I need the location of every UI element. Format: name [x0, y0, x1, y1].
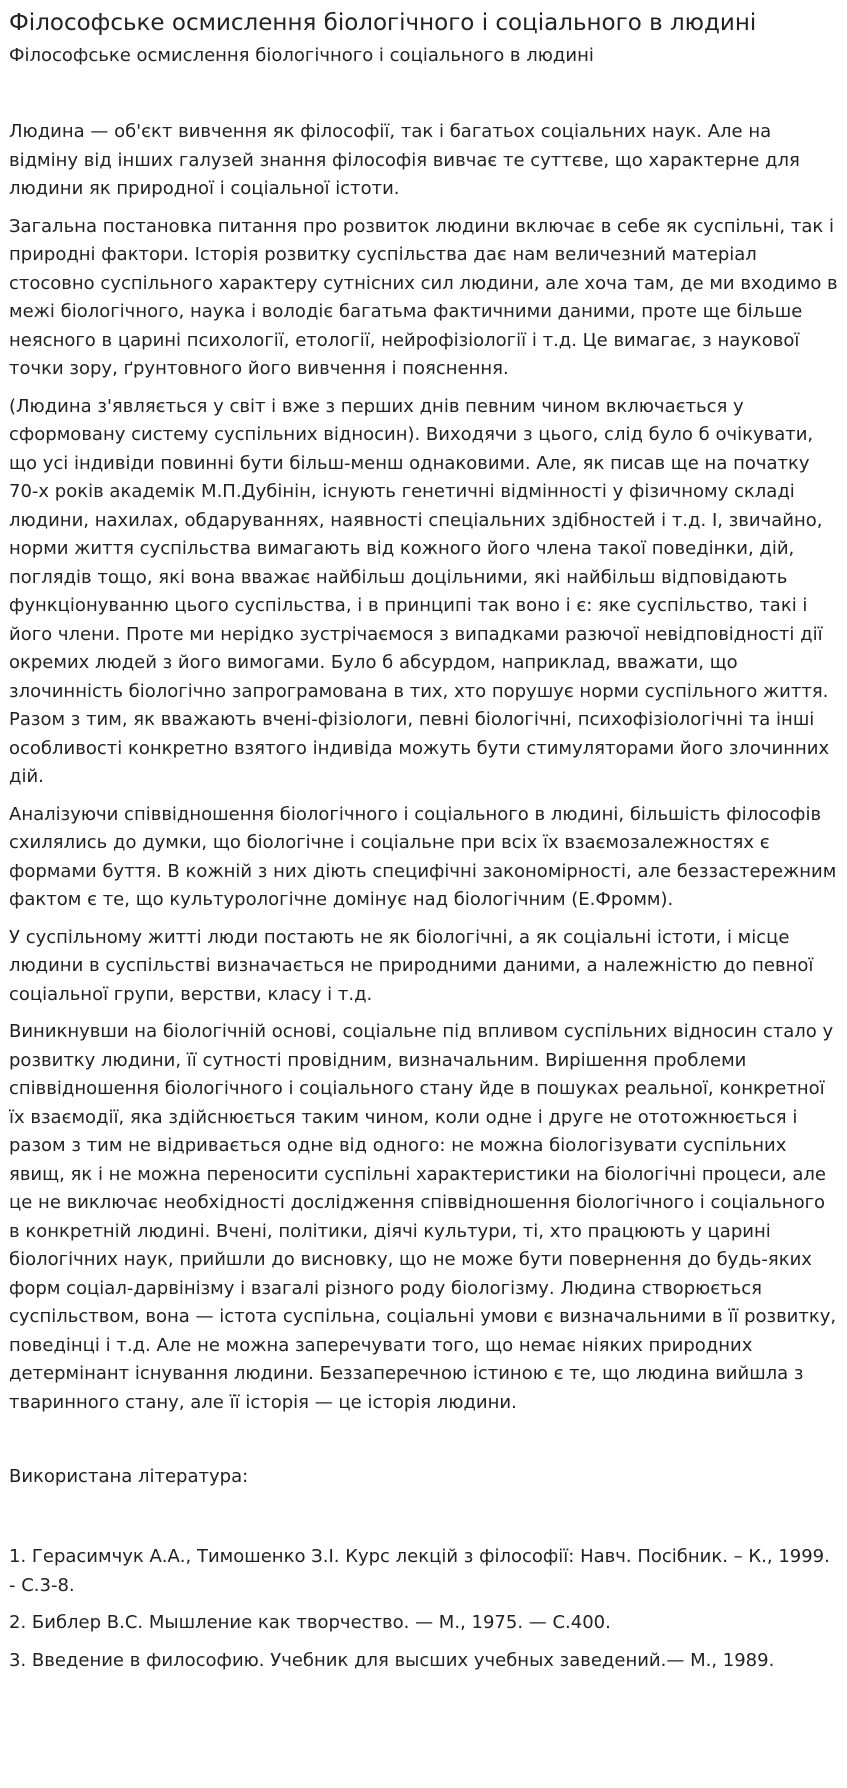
reference-item: 1. Герасимчук А.А., Тимошенко З.І. Курс лекцій з філософії: Навч. Посібник. – К., 1999. - С.3-8.	[9, 1546, 830, 1596]
paragraph: (Людина з'являється у світ і вже з перших днів певним чином включається у сформовану систему суспільних відносин). Виходячи з цього, слід було б очікувати, що усі індивіди повинні бути більш-менш однаковими. Але, як писав ще на початку 70-х років академік М.П.Дубінін, існують генетичні відмінності у фізичному складі людини, нахилах, обдаруваннях, наявності спеціальних здібностей і т.д. І, звичайно, норми життя суспільства вимагають від кожного його члена такої поведінки, дій, поглядів тощо, які вона вважає найбільш доцільними, які найбільш відповідають функціонуванню цього суспільства, і в принципі так воно і є: яке суспільство, такі і його члени. Проте ми нерідко зустрічаємося з випадками разючої невідповідності дії окремих людей з його вимогами. Було б абсурдом, наприклад, вважати, що злочинність біологічно запрограмована в тих, хто порушує норми суспільного життя. Разом з тим, як вважають вчені-фізіологи, певні біологічні, психофізіологічні та інші особливості конкретно взятого індивіда можуть бути стимуляторами його злочинних дій.	[9, 395, 830, 787]
references-list	[9, 1543, 838, 1675]
references-heading: Використана література:	[9, 1466, 249, 1487]
paragraph: Людина — об'єкт вивчення як філософії, так і багатьох соціальних наук. Але на відміну від інших галузей знання філософія вивчає те суттєве, що характерне для людини як природної і соціальної істоти.	[9, 121, 800, 199]
reference-item: 2. Библер В.С. Мышление как творчество. — М., 1975. — С.400.	[9, 1612, 611, 1633]
paragraph: Аналізуючи співвідношення біологічного і соціального в людині, більшість філософів схилялись до думки, що біологічне і соціальне при всіх їх взаємозалежностях є формами буття. В кожній з них діють специфічні закономірності, але беззастережним фактом є те, що культурологічне домінує над біологічним (Е.Фромм).	[9, 803, 837, 910]
document-subtitle: Філософське осмислення біологічного і соціального в людині	[9, 45, 594, 66]
document-title: Філософське осмислення біологічного і соціального в людині	[9, 10, 757, 36]
paragraph: Виникнувши на біологічній основі, соціальне під впливом суспільних відносин стало у розвитку людини, її сутності провідним, визначальним. Вирішення проблеми співвідношення біологічного і соціального стану йде в пошуках реальної, конкретної їх взаємодії, яка здійснюється таким чином, коли одне і друге не ототожнюється і разом з тим не відривається одне від одного: не можна біологізувати суспільних явищ, як і не можна переносити суспільні характеристики на біологічні процеси, але це не виключає необхідності дослідження співвідношення біологічного і соціального в конкретній людині. Вчені, політики, діячі культури, ті, хто працюють у царині біологічних наук, прийшли до висновку, що не може бути повернення до будь-яких форм соціал-дарвінізму і взагалі різного роду біологізму. Людина створюється суспільством, вона — істота суспільна, соціальні умови є визначальними в її розвитку, поведінці і т.д. Але не можна заперечувати того, що немає ніяких природних детермінант існування людини. Беззаперечною істиною є те, що людина вийшла з тваринного стану, але її історія — це історія людини.	[9, 1021, 837, 1413]
document-body	[9, 118, 838, 1417]
reference-item: 3. Введение в философию. Учебник для высших учебных заведений.— М., 1989.	[9, 1649, 775, 1671]
paragraph: У суспільному житті люди постають не як біологічні, а як соціальні істоти, і місце людини в суспільстві визначається не природними даними, а належністю до певної соціальної групи, верстви, класу і т.д.	[9, 926, 814, 1005]
paragraph: Загальна постановка питання про розвиток людини включає в себе як суспільні, так і природні фактори. Історія розвитку суспільства дає нам величезний матеріал стосовно суспільного характеру сутнісних сил людини, але хоча там, де ми входимо в межі біологічного, наука і володіє багатьма фактичними даними, проте ще більше неясного в царині психології, етології, нейрофізіології і т.д. Це вимагає, з наукової точки зору, ґрунтовного його вивчення і пояснення.	[9, 215, 838, 379]
